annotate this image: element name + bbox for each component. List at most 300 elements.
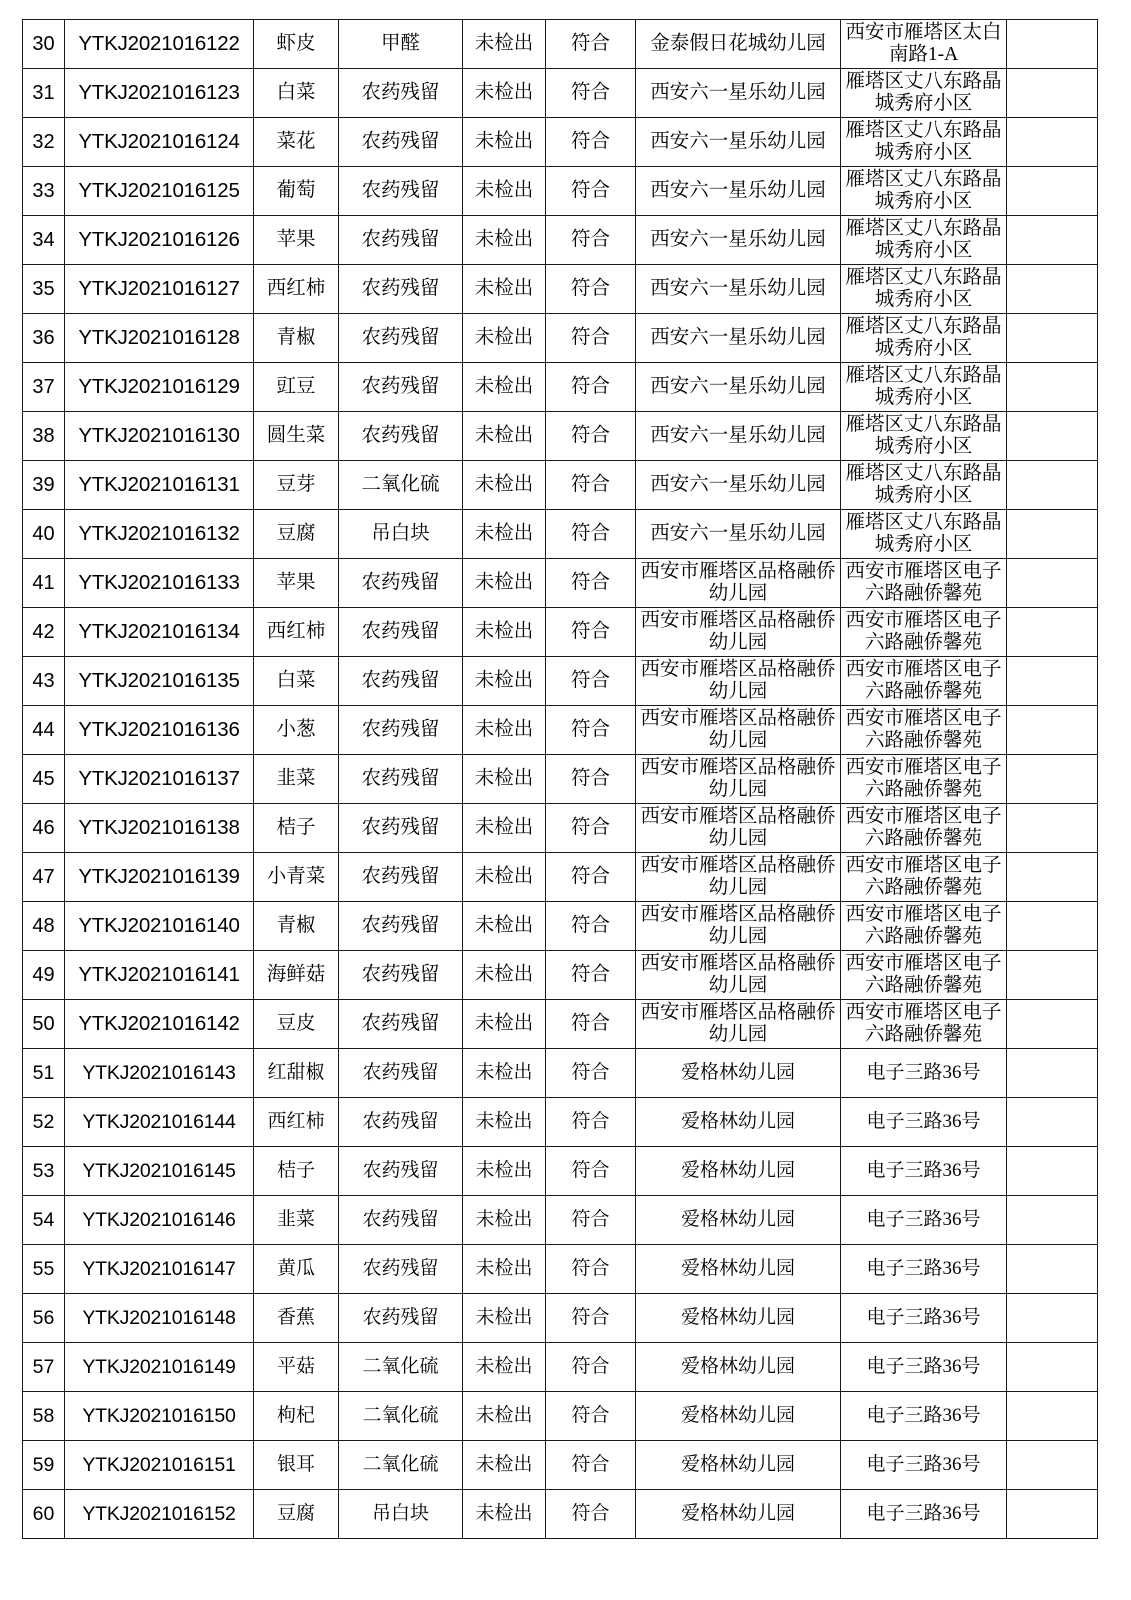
row-product-name: 豆腐 [254,510,339,559]
row-verdict: 符合 [546,559,636,608]
row-inspected-unit: 西安市雁塔区品格融侨幼儿园 [636,559,841,608]
row-test-item: 农药残留 [339,1147,463,1196]
row-product-name: 青椒 [254,902,339,951]
row-inspected-unit: 爱格林幼儿园 [636,1441,841,1490]
row-address: 西安市雁塔区电子六路融侨馨苑 [841,657,1007,706]
table-row [23,265,1098,314]
row-remark [1007,902,1098,951]
row-inspected-unit: 爱格林幼儿园 [636,1049,841,1098]
row-test-result: 未检出 [463,1000,546,1049]
row-sample-code: YTKJ2021016129 [65,363,254,412]
row-sample-code: YTKJ2021016151 [65,1441,254,1490]
row-verdict: 符合 [546,69,636,118]
row-inspected-unit: 西安六一星乐幼儿园 [636,510,841,559]
row-product-name: 桔子 [254,1147,339,1196]
row-sequence-number: 57 [23,1343,65,1392]
row-address: 西安市雁塔区电子六路融侨馨苑 [841,951,1007,1000]
row-inspected-unit: 西安六一星乐幼儿园 [636,167,841,216]
table-row [23,412,1098,461]
row-sample-code: YTKJ2021016125 [65,167,254,216]
row-test-item: 农药残留 [339,314,463,363]
row-verdict: 符合 [546,657,636,706]
row-remark [1007,314,1098,363]
table-row [23,510,1098,559]
row-sample-code: YTKJ2021016140 [65,902,254,951]
table-row [23,1490,1098,1539]
table-row [23,755,1098,804]
row-test-item: 农药残留 [339,706,463,755]
row-test-item: 吊白块 [339,510,463,559]
row-test-result: 未检出 [463,167,546,216]
row-inspected-unit: 西安六一星乐幼儿园 [636,412,841,461]
row-sequence-number: 48 [23,902,65,951]
row-sample-code: YTKJ2021016132 [65,510,254,559]
row-sample-code: YTKJ2021016133 [65,559,254,608]
row-remark [1007,804,1098,853]
row-remark [1007,706,1098,755]
table-row [23,559,1098,608]
table-row [23,902,1098,951]
row-remark [1007,1490,1098,1539]
row-test-result: 未检出 [463,118,546,167]
row-remark [1007,657,1098,706]
row-inspected-unit: 爱格林幼儿园 [636,1245,841,1294]
row-sample-code: YTKJ2021016144 [65,1098,254,1147]
row-sample-code: YTKJ2021016139 [65,853,254,902]
row-test-item: 农药残留 [339,951,463,1000]
row-test-item: 农药残留 [339,559,463,608]
row-address: 电子三路36号 [841,1392,1007,1441]
row-product-name: 青椒 [254,314,339,363]
row-test-item: 农药残留 [339,1294,463,1343]
row-remark [1007,1049,1098,1098]
row-sequence-number: 42 [23,608,65,657]
row-inspected-unit: 爱格林幼儿园 [636,1392,841,1441]
row-address: 西安市雁塔区电子六路融侨馨苑 [841,804,1007,853]
row-verdict: 符合 [546,167,636,216]
row-product-name: 西红柿 [254,608,339,657]
row-product-name: 圆生菜 [254,412,339,461]
row-test-result: 未检出 [463,363,546,412]
row-inspected-unit: 西安市雁塔区品格融侨幼儿园 [636,951,841,1000]
row-sequence-number: 47 [23,853,65,902]
table-row [23,1098,1098,1147]
row-address: 雁塔区丈八东路晶城秀府小区 [841,363,1007,412]
row-test-result: 未检出 [463,1147,546,1196]
row-product-name: 桔子 [254,804,339,853]
row-verdict: 符合 [546,1000,636,1049]
row-remark [1007,216,1098,265]
row-inspected-unit: 西安市雁塔区品格融侨幼儿园 [636,755,841,804]
row-address: 电子三路36号 [841,1343,1007,1392]
row-verdict: 符合 [546,804,636,853]
row-sequence-number: 34 [23,216,65,265]
table-row [23,804,1098,853]
row-test-item: 农药残留 [339,1049,463,1098]
row-inspected-unit: 金泰假日花城幼儿园 [636,20,841,69]
row-inspected-unit: 爱格林幼儿园 [636,1294,841,1343]
row-inspected-unit: 西安六一星乐幼儿园 [636,265,841,314]
row-sequence-number: 56 [23,1294,65,1343]
row-address: 雁塔区丈八东路晶城秀府小区 [841,265,1007,314]
row-test-result: 未检出 [463,804,546,853]
row-test-result: 未检出 [463,1098,546,1147]
row-verdict: 符合 [546,1490,636,1539]
row-sample-code: YTKJ2021016122 [65,20,254,69]
row-address: 电子三路36号 [841,1490,1007,1539]
row-product-name: 西红柿 [254,265,339,314]
row-sample-code: YTKJ2021016127 [65,265,254,314]
table-body [23,20,1098,1539]
row-remark [1007,1294,1098,1343]
row-test-result: 未检出 [463,1294,546,1343]
row-inspected-unit: 西安市雁塔区品格融侨幼儿园 [636,706,841,755]
row-inspected-unit: 西安市雁塔区品格融侨幼儿园 [636,804,841,853]
row-test-result: 未检出 [463,559,546,608]
row-product-name: 豇豆 [254,363,339,412]
table-row [23,167,1098,216]
row-sample-code: YTKJ2021016137 [65,755,254,804]
table-row [23,1000,1098,1049]
row-inspected-unit: 西安市雁塔区品格融侨幼儿园 [636,608,841,657]
row-verdict: 符合 [546,1392,636,1441]
row-sequence-number: 37 [23,363,65,412]
row-address: 雁塔区丈八东路晶城秀府小区 [841,461,1007,510]
row-test-result: 未检出 [463,951,546,1000]
row-sample-code: YTKJ2021016148 [65,1294,254,1343]
row-remark [1007,951,1098,1000]
row-address: 雁塔区丈八东路晶城秀府小区 [841,510,1007,559]
row-sequence-number: 33 [23,167,65,216]
row-product-name: 西红柿 [254,1098,339,1147]
row-sequence-number: 40 [23,510,65,559]
row-remark [1007,853,1098,902]
row-verdict: 符合 [546,1441,636,1490]
row-verdict: 符合 [546,216,636,265]
row-product-name: 豆芽 [254,461,339,510]
row-verdict: 符合 [546,706,636,755]
row-product-name: 苹果 [254,559,339,608]
row-test-result: 未检出 [463,706,546,755]
table-row [23,1147,1098,1196]
row-address: 雁塔区丈八东路晶城秀府小区 [841,167,1007,216]
row-test-item: 农药残留 [339,167,463,216]
row-product-name: 平菇 [254,1343,339,1392]
row-sequence-number: 46 [23,804,65,853]
row-test-result: 未检出 [463,314,546,363]
row-remark [1007,1441,1098,1490]
row-test-item: 农药残留 [339,755,463,804]
row-test-result: 未检出 [463,1392,546,1441]
row-verdict: 符合 [546,755,636,804]
row-sample-code: YTKJ2021016145 [65,1147,254,1196]
row-address: 电子三路36号 [841,1441,1007,1490]
row-product-name: 银耳 [254,1441,339,1490]
row-sequence-number: 44 [23,706,65,755]
row-sequence-number: 36 [23,314,65,363]
row-verdict: 符合 [546,1196,636,1245]
row-product-name: 小青菜 [254,853,339,902]
row-verdict: 符合 [546,1343,636,1392]
row-address: 西安市雁塔区电子六路融侨馨苑 [841,706,1007,755]
row-remark [1007,1343,1098,1392]
row-sequence-number: 41 [23,559,65,608]
table-row [23,1294,1098,1343]
row-address: 电子三路36号 [841,1294,1007,1343]
row-sample-code: YTKJ2021016136 [65,706,254,755]
row-test-item: 二氧化硫 [339,1392,463,1441]
table-row [23,20,1098,69]
row-verdict: 符合 [546,510,636,559]
table-row [23,1392,1098,1441]
row-remark [1007,755,1098,804]
row-test-item: 二氧化硫 [339,1343,463,1392]
row-inspected-unit: 西安六一星乐幼儿园 [636,216,841,265]
row-product-name: 香蕉 [254,1294,339,1343]
row-remark [1007,363,1098,412]
row-test-result: 未检出 [463,461,546,510]
row-inspected-unit: 爱格林幼儿园 [636,1098,841,1147]
row-remark [1007,1392,1098,1441]
row-address: 电子三路36号 [841,1245,1007,1294]
row-address: 电子三路36号 [841,1098,1007,1147]
row-sample-code: YTKJ2021016123 [65,69,254,118]
row-verdict: 符合 [546,20,636,69]
row-verdict: 符合 [546,951,636,1000]
row-test-item: 甲醛 [339,20,463,69]
row-address: 雁塔区丈八东路晶城秀府小区 [841,314,1007,363]
row-sample-code: YTKJ2021016131 [65,461,254,510]
row-address: 电子三路36号 [841,1049,1007,1098]
row-sequence-number: 59 [23,1441,65,1490]
row-sequence-number: 38 [23,412,65,461]
row-inspected-unit: 西安六一星乐幼儿园 [636,314,841,363]
row-inspected-unit: 西安六一星乐幼儿园 [636,363,841,412]
row-address: 雁塔区丈八东路晶城秀府小区 [841,69,1007,118]
table-row [23,1049,1098,1098]
row-test-item: 农药残留 [339,363,463,412]
row-verdict: 符合 [546,1049,636,1098]
row-test-item: 农药残留 [339,1196,463,1245]
row-test-result: 未检出 [463,902,546,951]
row-product-name: 虾皮 [254,20,339,69]
row-test-result: 未检出 [463,69,546,118]
row-sequence-number: 45 [23,755,65,804]
row-product-name: 白菜 [254,657,339,706]
table-row [23,461,1098,510]
row-inspected-unit: 西安六一星乐幼儿园 [636,461,841,510]
row-sequence-number: 35 [23,265,65,314]
row-remark [1007,20,1098,69]
row-inspected-unit: 西安六一星乐幼儿园 [636,69,841,118]
row-test-result: 未检出 [463,510,546,559]
row-address: 西安市雁塔区电子六路融侨馨苑 [841,559,1007,608]
table-row [23,69,1098,118]
row-verdict: 符合 [546,1147,636,1196]
row-sample-code: YTKJ2021016152 [65,1490,254,1539]
row-product-name: 韭菜 [254,1196,339,1245]
row-inspected-unit: 西安市雁塔区品格融侨幼儿园 [636,902,841,951]
row-remark [1007,461,1098,510]
row-verdict: 符合 [546,314,636,363]
row-remark [1007,118,1098,167]
row-address: 电子三路36号 [841,1196,1007,1245]
row-remark [1007,1000,1098,1049]
inspection-results-table-wrapper [22,19,1097,1539]
row-sample-code: YTKJ2021016147 [65,1245,254,1294]
row-test-item: 农药残留 [339,608,463,657]
row-product-name: 韭菜 [254,755,339,804]
row-test-item: 农药残留 [339,902,463,951]
row-verdict: 符合 [546,608,636,657]
row-verdict: 符合 [546,1294,636,1343]
row-test-item: 吊白块 [339,1490,463,1539]
row-verdict: 符合 [546,853,636,902]
row-test-item: 二氧化硫 [339,1441,463,1490]
row-inspected-unit: 爱格林幼儿园 [636,1343,841,1392]
table-row [23,118,1098,167]
row-test-result: 未检出 [463,1245,546,1294]
row-remark [1007,69,1098,118]
row-product-name: 菜花 [254,118,339,167]
row-inspected-unit: 爱格林幼儿园 [636,1147,841,1196]
row-sequence-number: 49 [23,951,65,1000]
row-sequence-number: 54 [23,1196,65,1245]
row-test-item: 农药残留 [339,69,463,118]
row-test-result: 未检出 [463,608,546,657]
row-sample-code: YTKJ2021016138 [65,804,254,853]
table-row [23,706,1098,755]
row-sequence-number: 39 [23,461,65,510]
row-sample-code: YTKJ2021016143 [65,1049,254,1098]
row-test-item: 二氧化硫 [339,461,463,510]
row-test-item: 农药残留 [339,216,463,265]
row-product-name: 小葱 [254,706,339,755]
row-sample-code: YTKJ2021016124 [65,118,254,167]
row-test-result: 未检出 [463,657,546,706]
row-verdict: 符合 [546,412,636,461]
row-test-item: 农药残留 [339,265,463,314]
row-sample-code: YTKJ2021016146 [65,1196,254,1245]
row-test-item: 农药残留 [339,1000,463,1049]
row-sequence-number: 60 [23,1490,65,1539]
table-row [23,1441,1098,1490]
row-verdict: 符合 [546,902,636,951]
row-sequence-number: 53 [23,1147,65,1196]
row-remark [1007,265,1098,314]
row-test-item: 农药残留 [339,412,463,461]
row-remark [1007,510,1098,559]
row-verdict: 符合 [546,118,636,167]
row-sequence-number: 52 [23,1098,65,1147]
row-inspected-unit: 西安市雁塔区品格融侨幼儿园 [636,1000,841,1049]
row-address: 西安市雁塔区电子六路融侨馨苑 [841,902,1007,951]
row-sample-code: YTKJ2021016149 [65,1343,254,1392]
row-sequence-number: 43 [23,657,65,706]
row-test-result: 未检出 [463,853,546,902]
row-sample-code: YTKJ2021016141 [65,951,254,1000]
inspection-results-table [22,19,1098,1539]
row-inspected-unit: 西安六一星乐幼儿园 [636,118,841,167]
row-test-result: 未检出 [463,265,546,314]
row-remark [1007,1147,1098,1196]
row-address: 西安市雁塔区电子六路融侨馨苑 [841,1000,1007,1049]
row-address: 雁塔区丈八东路晶城秀府小区 [841,216,1007,265]
table-row [23,608,1098,657]
row-test-result: 未检出 [463,412,546,461]
row-product-name: 苹果 [254,216,339,265]
row-address: 雁塔区丈八东路晶城秀府小区 [841,118,1007,167]
table-row [23,657,1098,706]
row-test-result: 未检出 [463,755,546,804]
row-sequence-number: 58 [23,1392,65,1441]
table-row [23,853,1098,902]
row-test-result: 未检出 [463,216,546,265]
row-verdict: 符合 [546,1098,636,1147]
row-test-result: 未检出 [463,1196,546,1245]
row-remark [1007,1098,1098,1147]
row-address: 西安市雁塔区电子六路融侨馨苑 [841,755,1007,804]
row-test-item: 农药残留 [339,1098,463,1147]
row-sequence-number: 30 [23,20,65,69]
row-sequence-number: 55 [23,1245,65,1294]
row-product-name: 豆皮 [254,1000,339,1049]
row-sample-code: YTKJ2021016126 [65,216,254,265]
row-test-item: 农药残留 [339,118,463,167]
row-test-result: 未检出 [463,20,546,69]
row-product-name: 黄瓜 [254,1245,339,1294]
row-address: 西安市雁塔区电子六路融侨馨苑 [841,608,1007,657]
row-test-item: 农药残留 [339,1245,463,1294]
row-product-name: 葡萄 [254,167,339,216]
row-test-result: 未检出 [463,1490,546,1539]
row-product-name: 豆腐 [254,1490,339,1539]
table-row [23,951,1098,1000]
row-inspected-unit: 西安市雁塔区品格融侨幼儿园 [636,853,841,902]
row-test-item: 农药残留 [339,853,463,902]
table-row [23,1245,1098,1294]
row-product-name: 枸杞 [254,1392,339,1441]
row-sample-code: YTKJ2021016130 [65,412,254,461]
row-sample-code: YTKJ2021016150 [65,1392,254,1441]
row-verdict: 符合 [546,363,636,412]
row-remark [1007,559,1098,608]
row-remark [1007,167,1098,216]
row-sample-code: YTKJ2021016128 [65,314,254,363]
row-verdict: 符合 [546,461,636,510]
table-row [23,216,1098,265]
row-address: 西安市雁塔区电子六路融侨馨苑 [841,853,1007,902]
row-sequence-number: 31 [23,69,65,118]
table-row [23,314,1098,363]
row-sequence-number: 50 [23,1000,65,1049]
row-sample-code: YTKJ2021016134 [65,608,254,657]
table-row [23,1343,1098,1392]
row-verdict: 符合 [546,1245,636,1294]
row-address: 西安市雁塔区太白南路1-A [841,20,1007,69]
table-row [23,363,1098,412]
row-product-name: 红甜椒 [254,1049,339,1098]
row-address: 电子三路36号 [841,1147,1007,1196]
row-test-item: 农药残留 [339,657,463,706]
row-product-name: 海鲜菇 [254,951,339,1000]
row-sequence-number: 32 [23,118,65,167]
row-test-result: 未检出 [463,1343,546,1392]
row-sample-code: YTKJ2021016135 [65,657,254,706]
row-inspected-unit: 西安市雁塔区品格融侨幼儿园 [636,657,841,706]
row-test-result: 未检出 [463,1441,546,1490]
row-remark [1007,1245,1098,1294]
